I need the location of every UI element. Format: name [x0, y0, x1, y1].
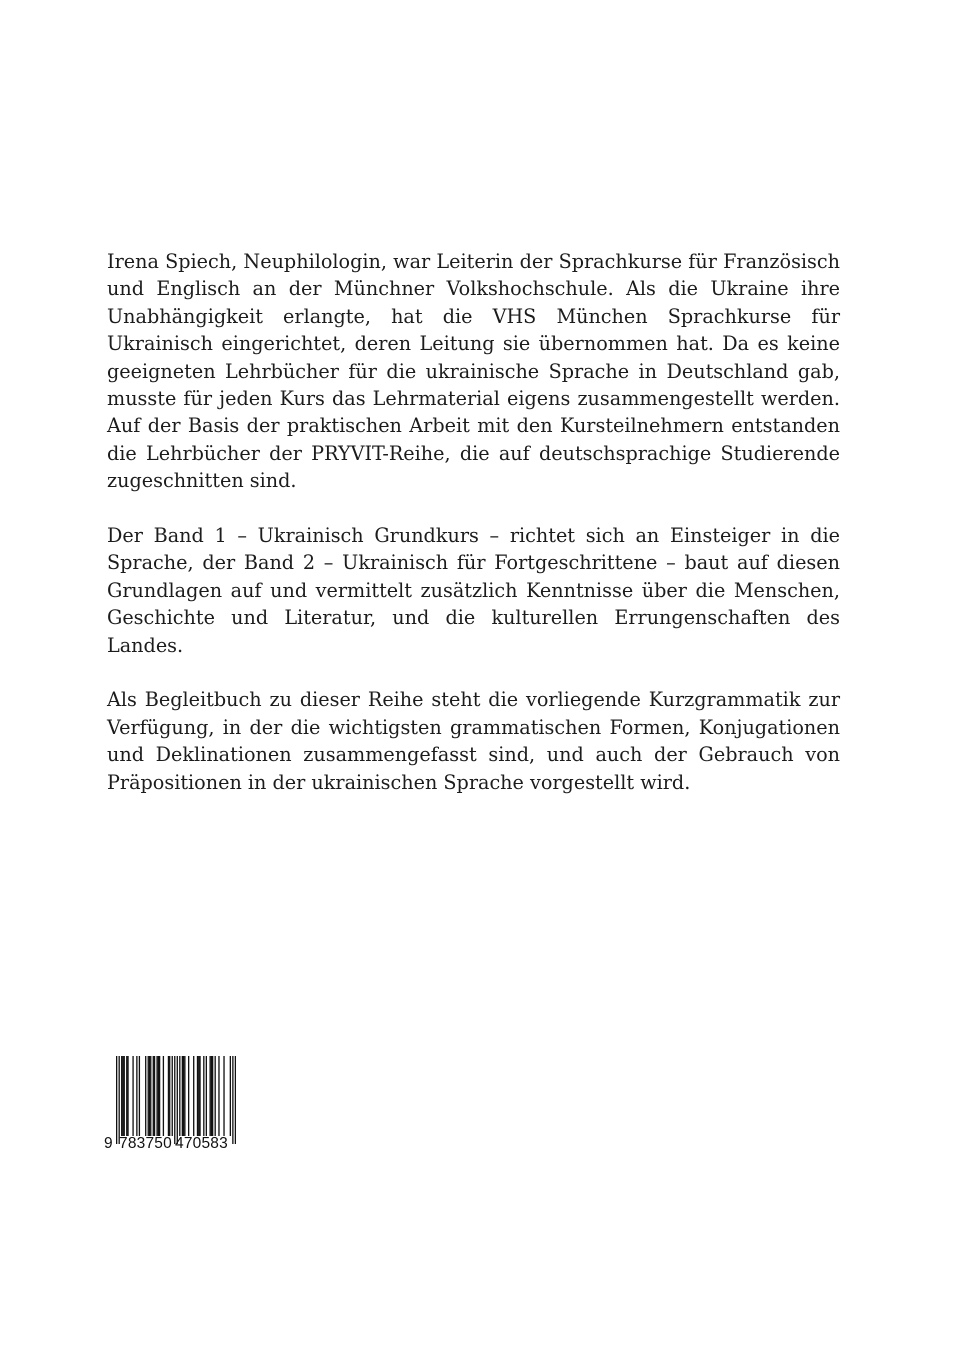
barcode-bar-10 — [145, 1056, 146, 1136]
barcode-bar-32 — [198, 1056, 199, 1136]
barcode-bar-9 — [139, 1056, 140, 1136]
barcode-bar-0 — [116, 1056, 117, 1144]
barcode-bar-15 — [154, 1056, 155, 1136]
barcode-bar-39 — [215, 1056, 216, 1136]
barcode-bar-21 — [169, 1056, 170, 1136]
blurb-paragraph-author: Irena Spiech, Neuphilologin, war Leiterin der Sprachkurse für Französisch und Englisch an der Münchner Volkshochschule. Als die Ukraine ihre Unabhängigkeit erlangte, hat die VHS München Sprachkurse für Ukrainisch eingerichtet, deren Leitung sie übernommen hat. Da es keine geeigneten Lehrbücher für die ukrainische Sprache in Deutschland gab, musste für jeden Kurs das Lehrmaterial eigens zusammengestellt werden. Auf der Basis der praktischen Arbeit mit den Kursteilnehmern entstanden die Lehrbücher der PRYVIT-Reihe, die auf deutschsprachige Studierende zugeschnitten sind. — [107, 250, 840, 493]
barcode-right-digits: 470583 — [175, 1135, 228, 1152]
barcode-bar-8 — [136, 1056, 137, 1136]
barcode-bar-2 — [121, 1056, 122, 1136]
barcode-bar-28 — [184, 1056, 185, 1136]
barcode-bar-33 — [199, 1056, 200, 1136]
barcode-bar-7 — [132, 1056, 133, 1136]
barcode-bar-26 — [182, 1056, 183, 1136]
barcode-bar-35 — [206, 1056, 207, 1136]
isbn-barcode — [104, 1056, 236, 1156]
barcode-left-digits: 783750 — [119, 1135, 172, 1152]
barcode-bar-18 — [159, 1056, 160, 1136]
barcode-bar-4 — [124, 1056, 125, 1136]
barcode-bar-14 — [153, 1056, 154, 1136]
barcode-bar-43 — [232, 1056, 233, 1144]
blurb-text — [107, 248, 840, 823]
barcode-bar-22 — [172, 1056, 173, 1136]
barcode-bar-25 — [179, 1056, 180, 1136]
barcode-bar-11 — [148, 1056, 149, 1136]
barcode-bar-36 — [209, 1056, 210, 1136]
barcode-bar-12 — [149, 1056, 150, 1136]
barcode-bar-31 — [197, 1056, 198, 1136]
barcode-lead-digit: 9 — [104, 1135, 113, 1152]
barcode-bar-5 — [126, 1056, 127, 1136]
barcode-bar-13 — [150, 1056, 151, 1136]
barcode-bar-44 — [235, 1056, 236, 1144]
barcode-bar-3 — [122, 1056, 123, 1136]
barcode-bar-29 — [188, 1056, 189, 1136]
barcode-bar-30 — [193, 1056, 194, 1136]
barcode-bar-27 — [183, 1056, 184, 1136]
barcode-bar-16 — [156, 1056, 157, 1136]
barcode-bar-40 — [218, 1056, 219, 1136]
barcode-bar-6 — [127, 1056, 128, 1136]
barcode-bar-20 — [168, 1056, 169, 1136]
barcode-bar-1 — [119, 1056, 120, 1144]
blurb-paragraph-grammar: Als Begleitbuch zu dieser Reihe steht die vorliegende Kurzgrammatik zur Verfügung, in der die wichtigsten grammatischen Formen, Konjugationen und Deklinationen zusammengefasst sind, und auch der Gebrauch von Präpositionen in der ukrainischen Sprache vorgestellt wird. — [107, 688, 840, 794]
barcode-bar-38 — [212, 1056, 213, 1136]
barcode-bar-41 — [223, 1056, 224, 1136]
blurb-paragraph-volumes: Der Band 1 – Ukrainisch Grundkurs – richtet sich an Einsteiger in die Sprache, der Band 2 – Ukrainisch für Fortgeschrittene – baut auf diesen Grundlagen auf und vermittelt zusätzlich Kenntnisse über die Menschen, Geschichte und Literatur, und die kulturellen Errungenschaften des Landes. — [107, 524, 840, 657]
barcode-bar-19 — [163, 1056, 164, 1136]
barcode-bar-42 — [230, 1056, 231, 1136]
barcode-bar-17 — [158, 1056, 159, 1136]
barcode-bar-24 — [177, 1056, 178, 1144]
barcode-bar-37 — [211, 1056, 212, 1136]
barcode-bar-34 — [203, 1056, 204, 1136]
barcode-bar-23 — [174, 1056, 175, 1144]
